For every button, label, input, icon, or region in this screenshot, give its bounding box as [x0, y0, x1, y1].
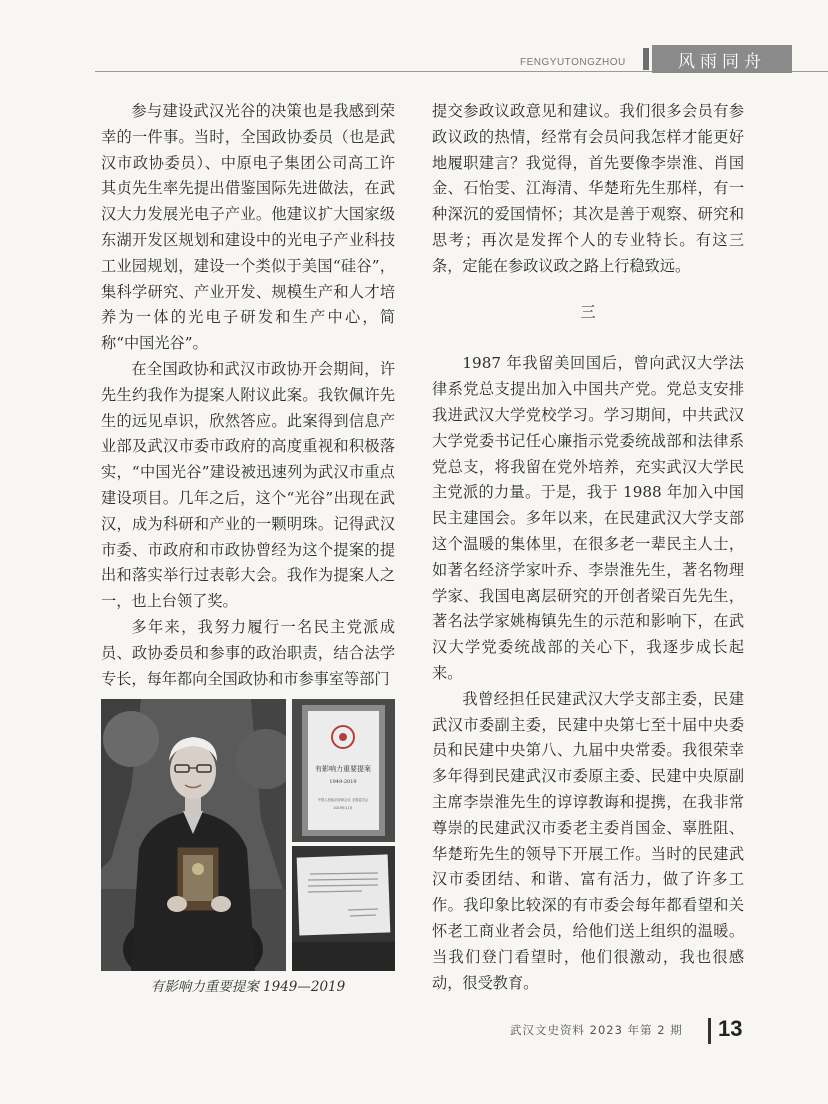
- plaque-illustration: [292, 699, 395, 842]
- paragraph: 多年来，我努力履行一名民主党派成员、政协委员和参事的政治职责，结合法学专长，每年都向全国政协和市参事室等部门: [101, 617, 395, 688]
- plaque-issuer: 中国人民政治协商会议 全国委员会: [317, 798, 369, 802]
- paragraph-continued: 提交参政议政意见和建议。我们很多会员有参政议政的热情，经常有会员问我怎样才能更好地履职建言？我觉得，首先要像李崇淮、肖国金、石怡雯、江海清、华楚珩先生那样，有一种深沉的爱国情怀；其次是善于观察、研究和思考；再次是发挥个人的专业特长。有这三条，定能在参政议政之路上行稳致远。: [432, 102, 744, 275]
- plaque-title: 有影响力重要提案: [315, 765, 371, 773]
- section-number: 三: [580, 302, 596, 321]
- header-code: FENGYUTONGZHOU: [520, 57, 626, 68]
- right-column: [432, 99, 744, 996]
- portrait-photo: [101, 699, 286, 971]
- plaque-back-photo: [292, 846, 395, 971]
- section-tab: 风雨同舟: [652, 45, 792, 73]
- plaque-back-illustration: [292, 846, 395, 971]
- plaque-photo: [292, 699, 395, 842]
- left-column: [101, 99, 395, 692]
- plaque-date: 2019年11月: [333, 806, 353, 810]
- footer-accent-bar: [708, 1018, 711, 1044]
- page-number: 13: [718, 1016, 743, 1041]
- plaque-years: 1949-2019: [329, 779, 357, 785]
- paragraph: 1987 年我留美回国后，曾向武汉大学法律系党总支提出加入中国共产党。党总支安排我进武汉大学党校学习。学习期间，中共武汉大学党委书记任心廉指示党委统战部和法律系党总支，将我留在党外培养，充实武汉大学民主党派的力量。于是，我于 1988 年加入中国民主建国会。多年以来，在民建武汉大学支部这个温暖的集体里，在很多老一辈民主人士，如著名经济学家叶乔、李崇淮先生，著名物理学家、我国电离层研究的开创者梁百先先生，著名法学家姚梅镇先生的示范和影响下，在武汉大学党委统战部的关心下，我逐步成长起来。: [432, 354, 744, 682]
- portrait-illustration: [101, 699, 286, 971]
- photo-caption: 有影响力重要提案 1949—2019: [150, 979, 346, 995]
- paragraph: 参与建设武汉光谷的决策也是我感到荣幸的一件事。当时，全国政协委员（也是武汉市政协委员）、中原电子集团公司高工许其贞先生率先提出借鉴国际先进做法，在武汉大力发展光电子产业。他建议扩大国家级东湖开发区规划和建设中的光电子产业科技工业园规划，建设一个类似于美国“硅谷”，集科学研究、产业开发、规模生产和人才培养为一体的光电子研发和生产中心，简称“中国光谷”。: [101, 102, 395, 353]
- paragraph: 在全国政协和武汉市政协开会期间，许先生约我作为提案人附议此案。我钦佩许先生的远见卓识，欣然答应。此案得到信息产业部及武汉市委市政府的高度重视和积极落实，“中国光谷”建设被迅速列为武汉市重点建设项目。几年之后，这个“光谷”出现在武汉，成为科研和产业的一颗明珠。记得武汉市委、市政府和市政协曾经为这个提案的提出和落实举行过表彰大会。我作为提案人之一，也上台领了奖。: [101, 359, 395, 611]
- paragraph: 我曾经担任民建武汉大学支部主委，民建武汉市委副主委，民建中央第七至十届中央委员和民建中央第八、九届中央常委。我很荣幸多年得到民建武汉市委原主委、民建中央原副主席李崇淮先生的谆谆教诲和提携，在我非常尊崇的民建武汉市委老主委肖国金、辜胜阻、华楚珩先生的领导下开展工作。当时的民建武汉市委团结、和谐、富有活力，做了许多工作。我印象比较深的有市委会每年都看望和关怀老工商业者会员，给他们送上组织的温暖。当我们登门看望时，他们很激动，我也很感动，很受教育。: [432, 689, 744, 992]
- publication-info: 武汉文史资料 2023 年第 2 期: [510, 1023, 683, 1037]
- header-accent-bar: [643, 48, 649, 70]
